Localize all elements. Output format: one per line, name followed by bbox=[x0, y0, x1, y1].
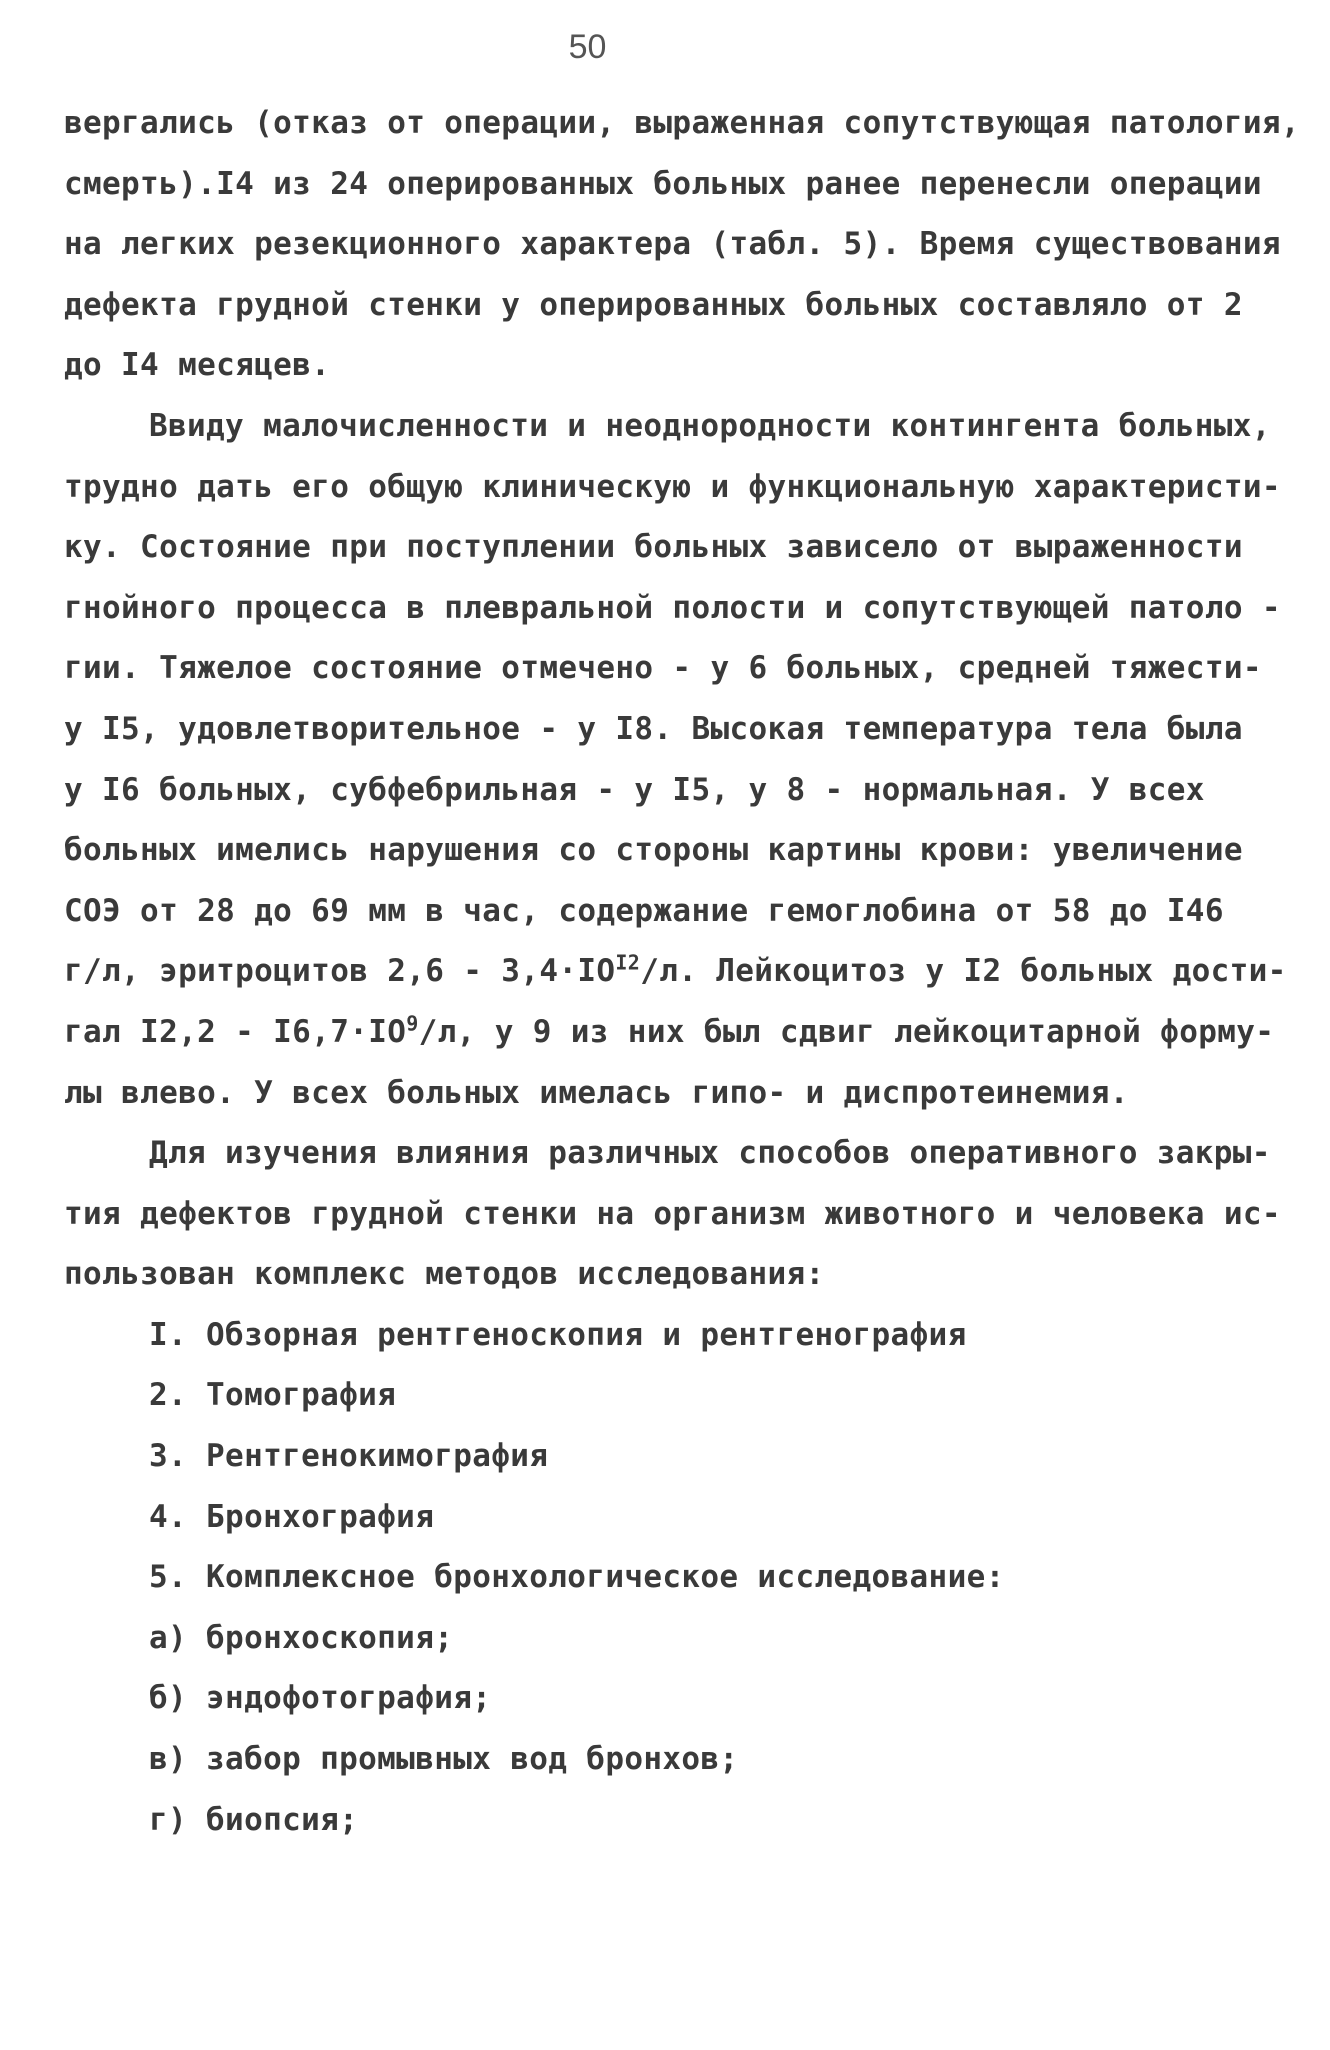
text-line: на легких резекционного характера (табл. 5). Время существования bbox=[64, 226, 1281, 263]
text-line: Ввиду малочисленности и неоднородности контингента больных, bbox=[149, 407, 1271, 444]
list-item: 4. Бронхография bbox=[149, 1498, 435, 1535]
text-line: пользован комплекс методов исследования: bbox=[64, 1256, 825, 1293]
list-item: г) биопсия; bbox=[149, 1801, 359, 1838]
text-line: ку. Состояние при поступлении больных зависело от выраженности bbox=[64, 529, 1243, 566]
list-item: 2. Томография bbox=[149, 1377, 397, 1414]
list-item: в) забор промывных вод бронхов; bbox=[149, 1741, 739, 1778]
text-segment: гал I2,2 - I6,7·IO bbox=[64, 1013, 407, 1050]
list-item: 5. Комплексное бронхологическое исследование: bbox=[149, 1559, 1005, 1596]
list-item: а) бронхоскопия; bbox=[149, 1619, 454, 1656]
text-line: смерть).I4 из 24 оперированных больных ранее перенесли операции bbox=[64, 165, 1262, 202]
text-segment: /л. Лейкоцитоз у I2 больных дости- bbox=[640, 953, 1287, 990]
text-line: гии. Тяжелое состояние отмечено - у 6 больных, средней тяжести- bbox=[64, 650, 1262, 687]
text-line: дефекта грудной стенки у оперированных больных составляло от 2 bbox=[64, 286, 1243, 323]
text-line: гнойного процесса в плевральной полости и сопутствующей патоло - bbox=[64, 589, 1281, 626]
page-number: 50 bbox=[568, 28, 607, 66]
text-line: у I5, удовлетворительное - у I8. Высокая температура тела была bbox=[64, 710, 1243, 747]
list-item: I. Обзорная рентгеноскопия и рентгенография bbox=[149, 1316, 967, 1353]
text-segment: /л, у 9 из них был сдвиг лейкоцитарной форму- bbox=[418, 1013, 1275, 1050]
text-line: тия дефектов грудной стенки на организм животного и человека ис- bbox=[64, 1195, 1281, 1232]
list-item: 3. Рентгенокимография bbox=[149, 1438, 549, 1475]
body-text bbox=[64, 93, 1300, 1850]
text-line bbox=[64, 1002, 1275, 1063]
text-line: СОЭ от 28 до 69 мм в час, содержание гемоглобина от 58 до I46 bbox=[64, 892, 1224, 929]
text-line bbox=[64, 941, 1287, 1002]
text-line: Для изучения влияния различных способов оперативного закры- bbox=[149, 1135, 1271, 1172]
list-item: б) эндофотография; bbox=[149, 1680, 492, 1717]
text-line: у I6 больных, субфебрильная - у I5, у 8 - нормальная. У всех bbox=[64, 771, 1205, 808]
exponent: 9 bbox=[406, 1011, 419, 1036]
text-segment: г/л, эритроцитов 2,6 - 3,4·IO bbox=[64, 953, 616, 990]
text-line: трудно дать его общую клиническую и функциональную характеристи- bbox=[64, 468, 1281, 505]
text-line: вергались (отказ от операции, выраженная сопутствующая патология, bbox=[64, 105, 1300, 141]
exponent: I2 bbox=[615, 950, 641, 975]
text-line: лы влево. У всех больных имелась гипо- и диспротеинемия. bbox=[64, 1074, 1129, 1111]
text-line: больных имелись нарушения со стороны картины крови: увеличение bbox=[64, 832, 1243, 869]
text-line: до I4 месяцев. bbox=[64, 347, 331, 384]
